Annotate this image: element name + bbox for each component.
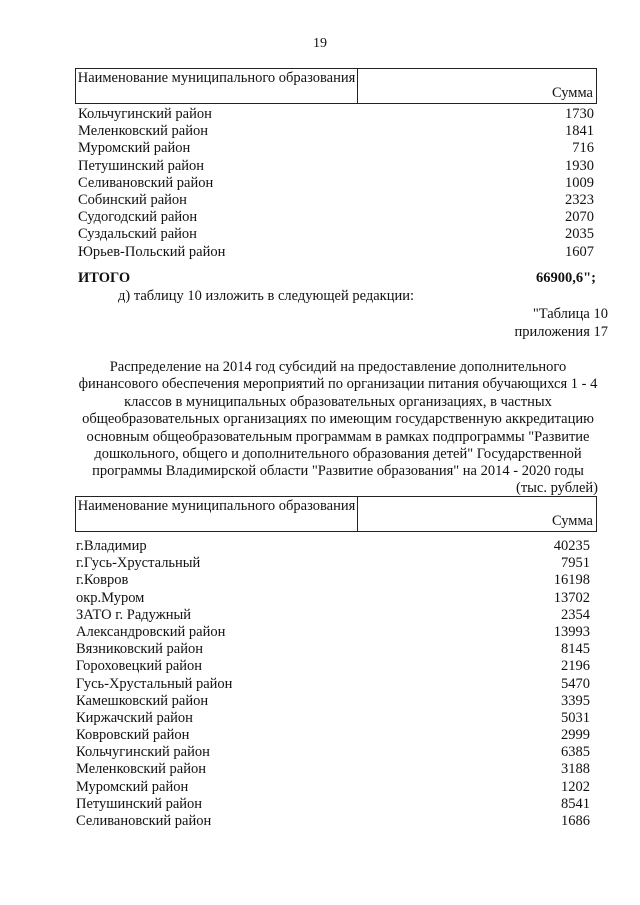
row-name: Судогодский район [78,209,198,226]
row-value: 716 [572,140,594,157]
table-row [76,624,590,641]
table-row [78,158,594,175]
row-name: Суздальский район [78,226,197,243]
table-ref-line2: приложения 17 [514,324,608,340]
row-value: 1686 [561,813,590,829]
row-name: Юрьев-Польский район [78,243,226,260]
row-name: г.Ковров [76,572,129,589]
table2-header [75,496,597,532]
row-name: Собинский район [78,191,187,208]
row-value: 1607 [565,243,594,260]
row-name: Петушинский район [76,795,203,812]
table-row [76,538,590,555]
row-name: Гусь-Хрустальный район [76,675,233,692]
row-name: Кольчугинский район [78,106,212,122]
row-name: Селивановский район [78,174,214,191]
table-row [76,744,590,761]
row-value: 1841 [565,123,594,140]
table-row [76,761,590,778]
table-row [76,710,590,727]
table2-header-name: Наименование муниципального образования [76,497,358,531]
instruction-text: д) таблицу 10 изложить в следующей редакции: [118,288,415,304]
table-row [76,693,590,710]
row-value: 2323 [565,191,594,208]
table-row [76,572,590,589]
table-row [76,607,590,624]
table-row [76,590,590,607]
row-name: Муромский район [78,140,191,157]
row-value: 5031 [561,709,590,726]
row-value: 2070 [565,209,594,226]
row-name: Гороховецкий район [76,658,203,675]
row-value: 2354 [561,606,590,623]
table-row [78,106,594,123]
table-row [76,658,590,675]
row-value: 2196 [561,658,590,675]
table-row [76,813,590,830]
table-row [78,175,594,192]
row-value: 13993 [553,623,590,640]
row-name: Петушинский район [78,157,205,174]
row-name: Ковровский район [76,727,190,744]
table-row [76,727,590,744]
table2-body [76,538,590,830]
table-row [76,779,590,796]
table-row [78,226,594,243]
row-value: 7951 [561,555,590,572]
row-value: 3395 [561,692,590,709]
table-row [76,555,590,572]
row-name: Камешковский район [76,692,209,709]
row-value: 8541 [561,795,590,812]
total-value: 66900,6"; [535,270,596,286]
table-row [78,140,594,157]
row-value: 3188 [561,761,590,778]
table2-header-sum: Сумма [551,513,593,529]
row-name: Киржачский район [76,709,193,726]
table-row [78,209,594,226]
table1-header-sum: Сумма [551,85,593,101]
row-name: Александровский район [76,623,226,640]
table-row [76,641,590,658]
table-row [78,123,594,140]
row-value: 1202 [561,778,590,795]
row-name: Вязниковский район [76,641,203,658]
table1-total [78,270,596,287]
row-value: 1009 [565,174,594,191]
total-label: ИТОГО [78,270,131,286]
table1-body [78,106,594,261]
table-row [78,244,594,261]
row-value: 6385 [561,744,590,761]
table-ref-line1: "Таблица 10 [532,306,608,322]
row-value: 2999 [561,727,590,744]
page-number: 19 [313,36,327,51]
row-value: 13702 [553,589,590,606]
row-name: окр.Муром [76,589,145,606]
row-name: Меленковский район [76,761,206,778]
table-reference [515,305,608,341]
row-value: 5470 [561,675,590,692]
row-value: 40235 [553,538,590,554]
row-name: Муромский район [76,778,189,795]
units-label: (тыс. рублей) [516,480,598,496]
row-value: 16198 [553,572,590,589]
row-value: 8145 [561,641,590,658]
row-name: Кольчугинский район [76,744,210,761]
row-value: 2035 [565,226,594,243]
table1-header-name: Наименование муниципального образования [76,69,358,103]
table-row [76,676,590,693]
row-name: Меленковский район [78,123,208,140]
row-name: Селивановский район [76,813,212,829]
row-name: г.Владимир [76,538,147,554]
row-name: г.Гусь-Хрустальный [76,555,201,572]
table1-header [75,68,597,104]
table2-title: Распределение на 2014 год субсидий на предоставление дополнительного финансового обеспечения мероприятий по организации питания обучающихся 1 - 4 классов в муниципальных образовательных организациях, в частных общеобразовательных организациях по имеющим государственную аккредитацию основным общеобразовательным программам в рамках подпрограммы "Развитие дошкольного, общего и дополнительного образования детей" Государственной программы Владимирской области "Развитие образования" на 2014 - 2020 годы [78,359,598,480]
row-name: ЗАТО г. Радужный [76,606,192,623]
row-value: 1930 [565,157,594,174]
row-value: 1730 [565,106,594,122]
table-row [76,796,590,813]
table-row [78,192,594,209]
